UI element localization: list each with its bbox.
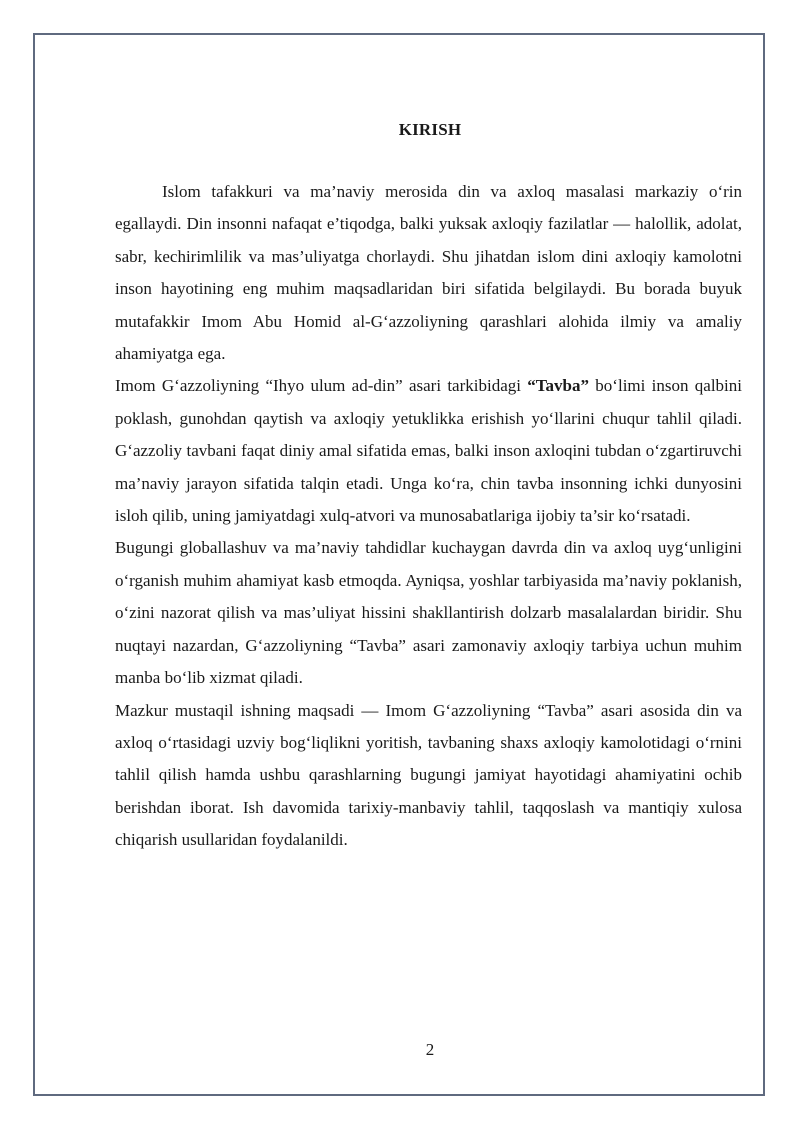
- bold-term: “Tavba”: [527, 376, 590, 396]
- paragraph-2: [115, 370, 742, 532]
- document-body: [115, 176, 742, 857]
- paragraph-text: Bugungi globallashuv va ma’naviy tahdidlar kuchaygan davrda din va axloq uyg‘unligini o‘rganish muhim ahamiyat kasb etmoqda. Ayniqsa, yoshlar tarbiyasida ma’naviy poklanish, o‘zini nazorat qilish va mas’uliyat hissini shakllantirish dolzarb masalalardan biridir. Shu nuqtayi nazardan, G‘azzoliyning “Tavba” asari zamonaviy axloqiy tarbiya uchun muhim manba bo‘lib xizmat qiladi.: [115, 538, 742, 688]
- paragraph-text: bo‘limi inson qalbini poklash, gunohdan qaytish va axloqiy yetuklikka erishish yo‘llarini chuqur tahlil qiladi. G‘azzoliy tavbani faqat diniy amal sifatida emas, balki inson axloqini tubdan o‘zgartiruvchi ma’naviy jarayon sifatida talqin etadi. Unga ko‘ra, chin tavba insonning ichki dunyosini isloh qilib, uning jamiyatdagi xulq-atvori va munosabatlariga ijobiy ta’sir ko‘rsatadi.: [115, 376, 743, 526]
- paragraph-text: Mazkur mustaqil ishning maqsadi — Imom G‘azzoliyning “Tavba” asari asosida din va axloq o‘rtasidagi uzviy bog‘liqlikni yoritish, tavbaning shaxs axloqiy kamolotidagi o‘rnini tahlil qilish hamda ushbu qarashlarning bugungi jamiyat hayotidagi ahamiyatini ochib berishdan iborat. Ish davomida tarixiy-manbaviy tahlil, taqqoslash va mantiqiy xulosa chiqarish usullaridan foydalanildi.: [115, 700, 742, 850]
- page-title: KIRISH: [398, 120, 462, 139]
- page-number: 2: [425, 1040, 435, 1059]
- paragraph-3: [115, 532, 742, 694]
- paragraph-1: [115, 176, 742, 370]
- paragraph-text: Islom tafakkuri va ma’naviy merosida din va axloq masalasi markaziy o‘rin egallaydi. Din insonni nafaqat e’tiqodga, balki yuksak axloqiy fazilatlar — halollik, adolat, sabr, kechirimlilik va mas’uliyatga chorlaydi. Shu jihatdan islom dini axloqiy kamolotni inson hayotining eng muhim maqsadlaridan biri sifatida belgilaydi. Bu borada buyuk mutafakkir Imom Abu Homid al-G‘azzoliyning qarashlari alohida ilmiy va amaliy ahamiyatga ega.: [115, 182, 742, 364]
- paragraph-text: Imom G‘azzoliyning “Ihyo ulum ad-din” asari tarkibidagi: [115, 376, 528, 396]
- paragraph-4: [115, 695, 742, 857]
